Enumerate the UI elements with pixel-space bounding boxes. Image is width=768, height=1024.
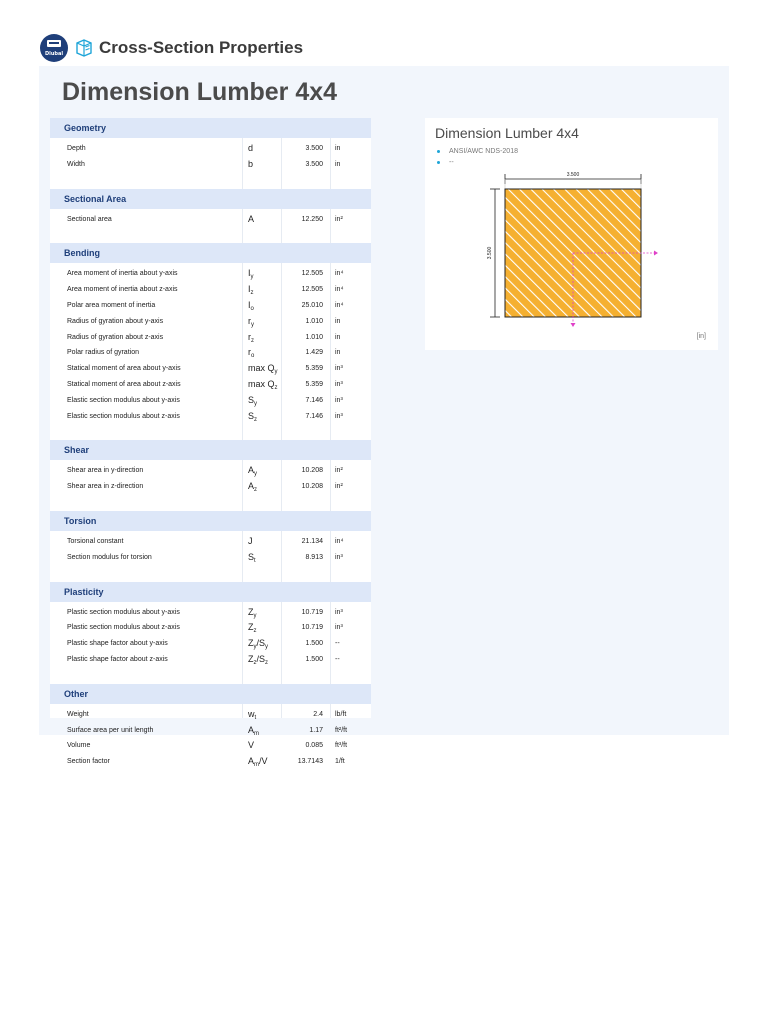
- width-dimension-label: 3.500: [566, 172, 580, 178]
- property-unit: in⁴: [335, 270, 344, 278]
- cross-section-icon: [75, 38, 93, 58]
- property-symbol: $S_y$: [248, 394, 258, 407]
- property-description: Section factor: [67, 758, 110, 766]
- property-description: Plastic shape factor about y-axis: [67, 640, 168, 648]
- property-unit: in²: [335, 467, 343, 475]
- property-value: 1.010: [305, 333, 323, 341]
- property-symbol: $Z_z/S_z$: [248, 654, 269, 666]
- property-value: 1.500: [305, 656, 323, 663]
- property-unit: in³: [335, 608, 343, 616]
- property-unit: in: [335, 317, 341, 325]
- cross-section-drawing: [425, 118, 718, 350]
- property-value: 21.134: [301, 538, 323, 545]
- property-symbol: J: [248, 536, 253, 546]
- property-symbol: $A_z$: [248, 481, 258, 494]
- standard-bullet: ANSI/AWC NDS-2018: [437, 148, 518, 155]
- table-row: [50, 377, 371, 392]
- property-unit: in⁴: [335, 286, 344, 294]
- property-description: Volume: [67, 742, 91, 750]
- property-value: 12.250: [301, 215, 323, 223]
- property-description: Polar area moment of inertia: [67, 302, 156, 309]
- property-unit: in³: [335, 365, 343, 373]
- table-row: [50, 463, 371, 478]
- property-unit: --: [335, 640, 340, 648]
- property-value: 2.4: [313, 710, 323, 718]
- property-unit: in⁴: [335, 538, 344, 545]
- property-symbol: $A_m$: [248, 724, 260, 737]
- section-header-shear: [50, 440, 371, 460]
- property-unit: in: [335, 349, 341, 357]
- section-header-plasticity: [50, 582, 371, 602]
- property-symbol: $\max Q_y$: [248, 363, 278, 376]
- property-description: Plastic section modulus about y-axis: [67, 608, 180, 616]
- table-row: [50, 157, 371, 172]
- property-value: 10.208: [301, 483, 323, 491]
- property-value: 1.17: [309, 726, 323, 734]
- property-symbol: $A_m/V$: [248, 756, 268, 769]
- table-row: [50, 479, 371, 494]
- property-unit: 1/ft: [335, 758, 345, 766]
- table-row: [50, 707, 371, 722]
- table-row: [50, 282, 371, 297]
- table-row: [50, 314, 371, 329]
- section-header-geometry: [50, 118, 371, 138]
- property-unit: in³: [335, 624, 343, 632]
- property-symbol: $w_t$: [248, 708, 257, 721]
- property-value: 13.7143: [297, 758, 323, 766]
- property-symbol: V: [248, 740, 255, 751]
- property-symbol: $S_z$: [248, 410, 258, 423]
- property-symbol: $I_y$: [248, 268, 254, 281]
- property-value: 8.913: [305, 553, 323, 561]
- property-symbol: $S_t$: [248, 551, 256, 564]
- z-axis-arrow-icon: [571, 323, 576, 327]
- y-axis-arrow-icon: [654, 251, 658, 256]
- table-row: [50, 652, 371, 667]
- property-symbol: $\max Q_z$: [248, 379, 278, 391]
- section-title: Torsion: [64, 516, 97, 526]
- table-row: [50, 141, 371, 156]
- section-graphic-card: [425, 118, 718, 350]
- property-value: 7.146: [305, 396, 323, 404]
- table-row: [50, 620, 371, 635]
- property-unit: ft²/ft: [335, 726, 348, 734]
- depth-dimension-label: 3.500: [487, 246, 493, 260]
- page-header: [40, 33, 303, 63]
- property-symbol: $A_y$: [248, 465, 258, 478]
- property-value: 1.500: [305, 640, 323, 648]
- property-symbol: b: [248, 158, 254, 169]
- property-value: 3.500: [305, 160, 323, 168]
- section-title: Other: [64, 688, 89, 699]
- property-value: 12.505: [301, 286, 323, 294]
- property-symbol: $I_z$: [248, 284, 254, 297]
- dlubal-logo: Dlubal: [40, 34, 68, 62]
- property-unit: in³: [335, 396, 343, 404]
- table-row: [50, 636, 371, 651]
- table-row: [50, 550, 371, 565]
- section-title: Geometry: [64, 123, 107, 133]
- property-description: Plastic section modulus about z-axis: [67, 624, 180, 632]
- property-description: Statical moment of area about y-axis: [67, 365, 181, 373]
- property-description: Radius of gyration about z-axis: [67, 333, 164, 341]
- table-row: [50, 266, 371, 281]
- section-header-torsion: [50, 511, 371, 531]
- property-symbol: $I_o$: [248, 300, 254, 312]
- section-title: Sectional Area: [64, 193, 127, 204]
- table-row: [50, 534, 371, 549]
- property-description: Torsional constant: [67, 538, 124, 545]
- property-description: Width: [67, 160, 85, 168]
- property-value: 10.719: [301, 624, 323, 632]
- property-unit: --: [335, 656, 340, 663]
- section-header-sectional-area: [50, 189, 371, 209]
- property-description: Area moment of inertia about z-axis: [67, 286, 178, 294]
- property-value: 12.505: [301, 270, 323, 278]
- table-row: [50, 393, 371, 408]
- property-description: Polar radius of gyration: [67, 349, 139, 357]
- property-value: 3.500: [305, 145, 323, 152]
- page-title: Dimension Lumber 4x4: [62, 78, 338, 106]
- property-description: Shear area in y-direction: [67, 467, 144, 475]
- info-bullet: --: [437, 159, 454, 166]
- property-description: Elastic section modulus about y-axis: [67, 396, 180, 404]
- property-value: 10.208: [301, 467, 323, 475]
- table-row: [50, 330, 371, 345]
- section-title: Bending: [64, 248, 100, 259]
- property-unit: in³: [335, 412, 343, 420]
- section-header-bending: [50, 243, 371, 263]
- property-description: Depth: [67, 145, 86, 152]
- card-title: Dimension Lumber 4x4: [435, 125, 579, 141]
- property-value: 25.010: [301, 302, 323, 309]
- property-description: Elastic section modulus about z-axis: [67, 412, 180, 420]
- property-unit: in³: [335, 553, 343, 561]
- property-description: Surface area per unit length: [67, 726, 154, 734]
- property-symbol: $Z_y$: [248, 606, 257, 619]
- property-symbol: $Z_y/S_y$: [248, 638, 269, 651]
- table-row: [50, 345, 371, 360]
- property-value: 7.146: [305, 412, 323, 420]
- table-row: [50, 738, 371, 753]
- property-symbol: d: [248, 143, 254, 153]
- table-row: [50, 409, 371, 424]
- property-symbol: A: [248, 213, 255, 224]
- property-description: Section modulus for torsion: [67, 553, 152, 561]
- property-symbol: $r_y$: [248, 315, 254, 328]
- property-value: 1.429: [305, 349, 323, 357]
- property-symbol: $r_o$: [248, 347, 255, 360]
- property-description: Plastic shape factor about z-axis: [67, 656, 168, 663]
- property-unit: in³: [335, 381, 343, 388]
- property-value: 1.010: [305, 317, 323, 325]
- property-description: Sectional area: [67, 215, 112, 223]
- property-unit: in⁴: [335, 302, 344, 309]
- table-row: [50, 723, 371, 738]
- properties-table: [50, 118, 371, 769]
- table-row: [50, 605, 371, 620]
- property-description: Statical moment of area about z-axis: [67, 381, 181, 388]
- property-description: Area moment of inertia about y-axis: [67, 270, 178, 278]
- app-title: Cross-Section Properties: [99, 38, 304, 57]
- property-value: 0.085: [305, 742, 323, 750]
- property-unit: in: [335, 160, 341, 168]
- section-title: Plasticity: [64, 586, 104, 597]
- table-row: [50, 212, 371, 227]
- property-unit: lb/ft: [335, 710, 347, 718]
- property-description: Shear area in z-direction: [67, 483, 144, 491]
- property-unit: in: [335, 145, 341, 152]
- property-symbol: $r_z$: [248, 331, 254, 344]
- property-unit: in: [335, 333, 341, 341]
- property-value: 5.359: [305, 365, 323, 373]
- section-header-other: [50, 684, 371, 704]
- property-description: Radius of gyration about y-axis: [67, 317, 164, 325]
- table-row: [50, 361, 371, 376]
- section-title: Shear: [64, 445, 90, 456]
- property-unit: in²: [335, 215, 343, 223]
- property-description: Weight: [67, 710, 89, 718]
- property-symbol: $Z_z$: [248, 622, 257, 635]
- property-value: 10.719: [301, 608, 323, 616]
- property-unit: ft³/ft: [335, 742, 348, 750]
- table-row: [50, 754, 371, 769]
- property-unit: in²: [335, 483, 343, 491]
- property-value: 5.359: [305, 381, 323, 388]
- table-row: [50, 298, 371, 313]
- unit-label: [in]: [696, 333, 706, 340]
